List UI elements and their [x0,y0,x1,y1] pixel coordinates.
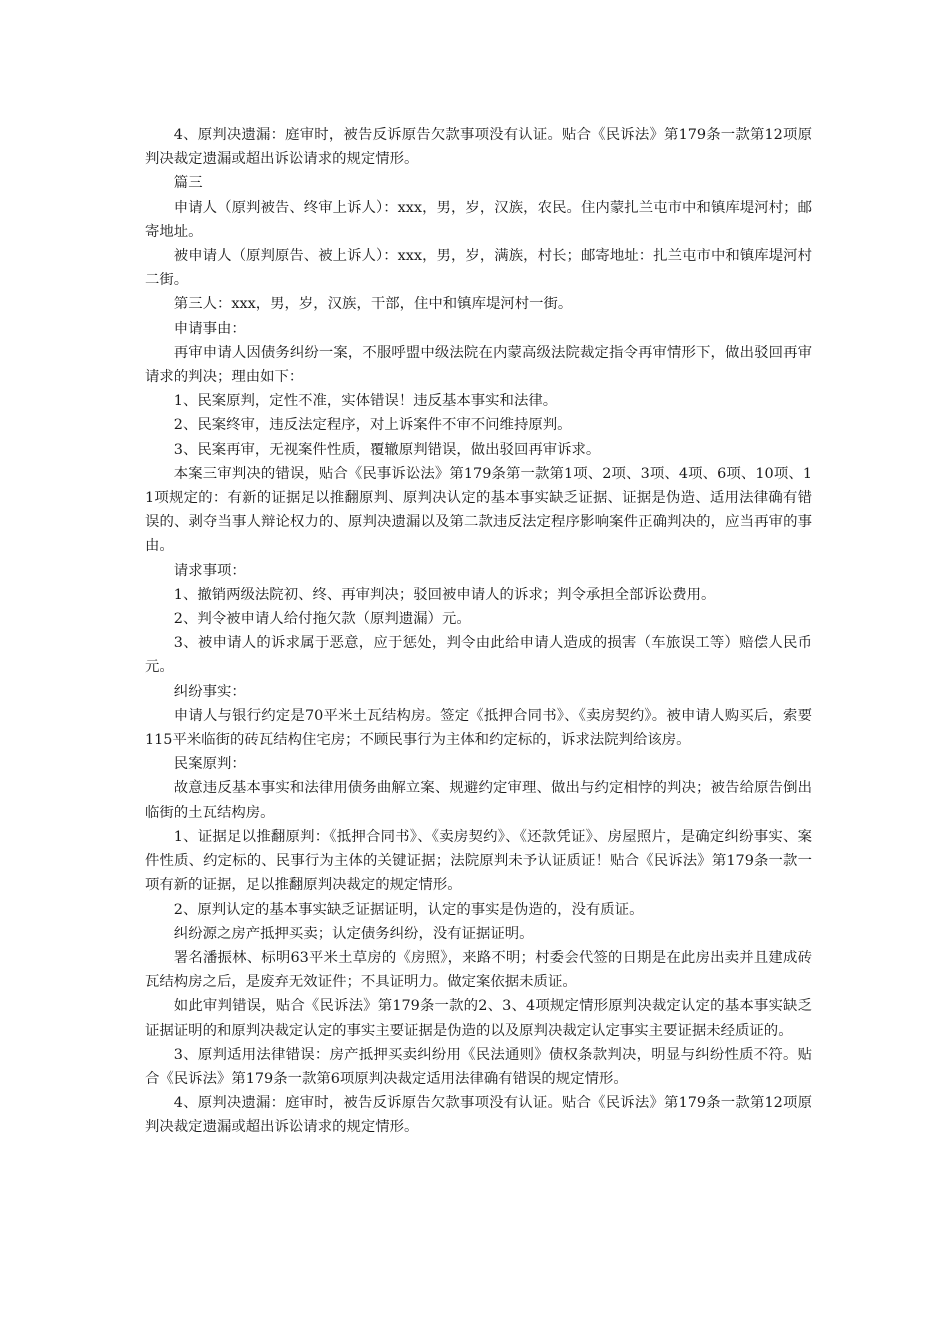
judgment-item-1: 1、证据足以推翻原判：《抵押合同书》、《卖房契约》、《还款凭证》、房屋照片，是确定纠纷事实、案件性质、约定标的、民事行为主体的关键证据；法院原判未予认证质证！贴合《民诉法》第179条一款一项有新的证据，足以推翻原判决裁定的规定情形。 [145,828,812,894]
reason-item-3: 3、民案再审，无视案件性质，覆辙原判错误，做出驳回再审诉求。 [173,441,601,458]
judgment-item-2: 2、原判认定的基本事实缺乏证据证明，认定的事实是伪造的，没有质证。 [173,901,644,918]
heading-dispute-facts: 纠纷事实： [173,683,246,700]
request-item-2: 2、判令被申请人给付拖欠款（原判遗漏）元。 [173,611,471,628]
reason-item-2: 2、民案终审，违反法定程序，对上诉案件不审不问维持原判。 [173,417,572,434]
paragraph-original-judgment: 故意违反基本事实和法律用债务曲解立案、规避约定审理、做出与约定相悖的判决；被告给原告倒出临街的土瓦结构房。 [145,780,812,821]
paragraph-third-party: 第三人：xxx，男，岁，汉族，干部，住中和镇库堤河村一街。 [173,296,573,313]
paragraph-legal-basis: 本案三审判决的错误，贴合《民事诉讼法》第179条第一款第1项、2项、3项、4项、6项、10项、11项规定的：有新的证据足以推翻原判、原判决认定的基本事实缺乏证据、证据是伪造、适用法律确有错误的、剥夺当事人辩论权力的、原判决遗漏以及第二款违反法定程序影响案件正确判决的，应当再审的事由。 [145,465,812,555]
paragraph-retrial-reason: 再审申请人因债务纠纷一案，不服呼盟中级法院在内蒙高级法院裁定指令再审情形下，做出驳回再审请求的判决；理由如下： [145,344,812,386]
paragraph-dispute-source: 纠纷源之房产抵押买卖；认定债务纠纷，没有证据证明。 [173,925,534,942]
paragraph-respondent: 被申请人（原判原告、被上诉人）：xxx，男，岁，满族，村长；邮寄地址：扎兰屯市中和镇库堤河村二街。 [145,248,812,289]
heading-application-reason: 申请事由： [173,320,246,337]
request-item-1: 1、撤销两级法院初、终、再审判决；驳回被申请人的诉求；判令承担全部诉讼费用。 [173,586,716,603]
request-item-3: 3、被申请人的诉求属于恶意，应于惩处，判令由此给申请人造成的损害（车旅误工等）赔偿人民币元。 [145,635,812,676]
reason-item-1: 1、民案原判，定性不准，实体错误！违反基本事实和法律。 [173,393,558,410]
paragraph-dispute-facts: 申请人与银行约定是70平米土瓦结构房。签定《抵押合同书》、《卖房契约》。被申请人购买后，索要115平米临街的砖瓦结构住宅房；不顾民事行为主体和约定标的，诉求法院判给该房。 [145,707,812,749]
paragraph-property-certificate: 署名潘振林、标明63平米土草房的《房照》，来路不明；村委会代签的日期是在此房出卖并且建成砖瓦结构房之后，是废弃无效证件；不具证明力。做定案依据未质证。 [145,949,812,991]
paragraph-applicant: 申请人（原判被告、终审上诉人）：xxx，男，岁，汉族，农民。住内蒙扎兰屯市中和镇库堤河村；邮寄地址。 [145,199,812,240]
heading-requests: 请求事项： [173,562,246,579]
judgment-item-3: 3、原判适用法律错误：房产抵押买卖纠纷用《民法通则》债权条款判决，明显与纠纷性质不符。贴合《民诉法》第179条一款第6项原判决裁定适用法律确有错误的规定情形。 [145,1046,812,1087]
judgment-item-4: 4、原判决遗漏：庭审时，被告反诉原告欠款事项没有认证。贴合《民诉法》第179条一款第12项原判决裁定遗漏或超出诉讼请求的规定情形。 [145,1095,812,1136]
paragraph-omission-claim: 4、原判决遗漏：庭审时，被告反诉原告欠款事项没有认证。贴合《民诉法》第179条一款第12项原判决裁定遗漏或超出诉讼请求的规定情形。 [145,127,812,168]
heading-original-judgment: 民案原判： [173,756,246,773]
paragraph-trial-error: 如此审判错误，贴合《民诉法》第179条一款的2、3、4项规定情形原判决裁定认定的基本事实缺乏证据证明的和原判决裁定认定的事实主要证据是伪造的以及原判决裁定认定事实主要证据未经质证的。 [145,998,812,1039]
document-page [145,123,812,1140]
section-heading-part-three: 篇三 [173,175,203,192]
